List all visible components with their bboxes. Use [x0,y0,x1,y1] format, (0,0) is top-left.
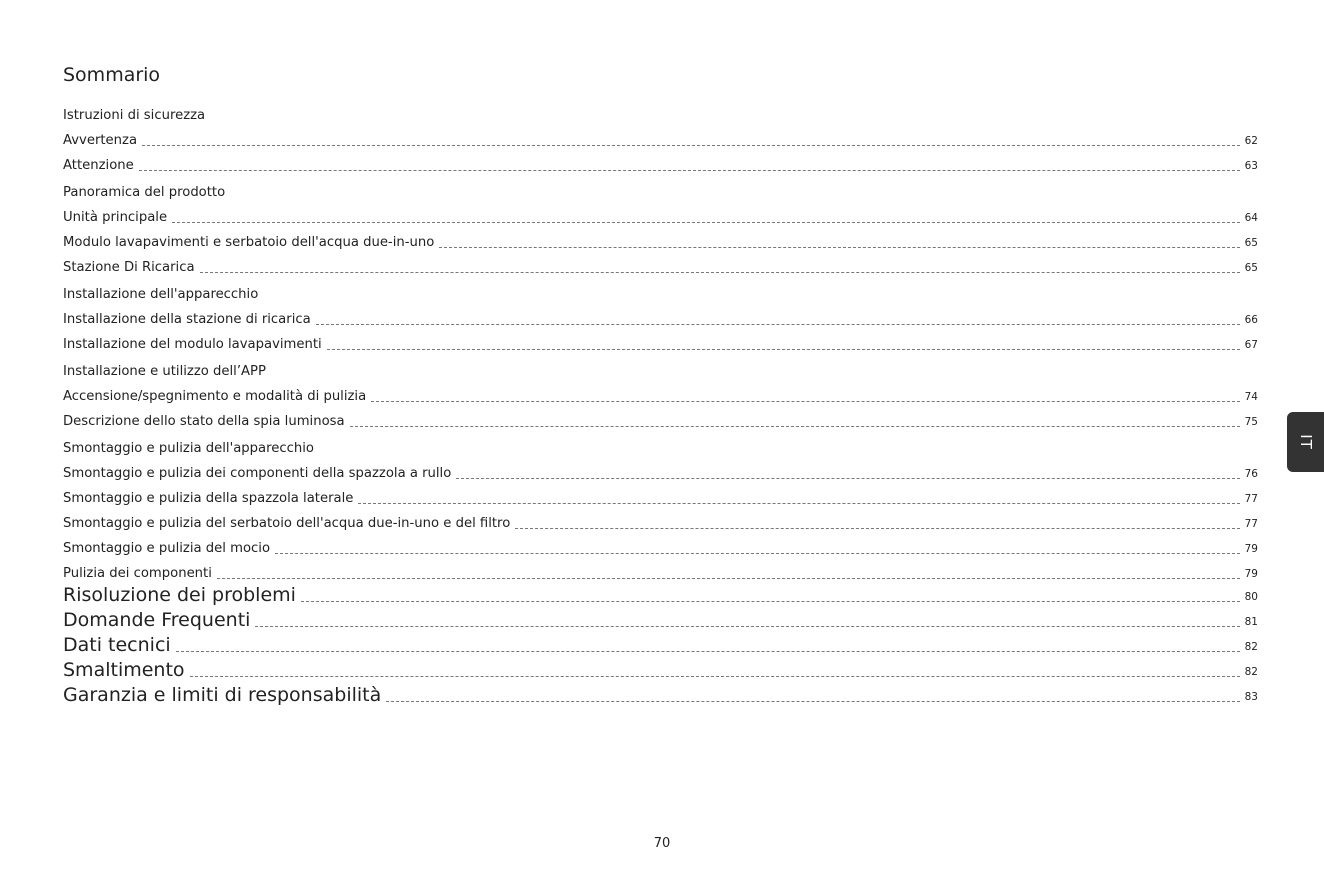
dot-leader [316,324,1240,325]
dot-leader [327,349,1240,350]
toc-entry-page: 66 [1244,314,1258,326]
toc-entry-label: Unità principale [63,210,168,225]
toc-entry-page: 79 [1244,568,1258,580]
toc-entry-page: 64 [1244,212,1258,224]
language-tab [1287,412,1324,472]
dot-leader [172,222,1240,223]
dot-leader [142,145,1240,146]
dot-leader [350,426,1240,427]
toc-entry-label: Istruzioni di sicurezza [63,108,206,123]
dot-leader [190,676,1240,677]
toc-entry-label: Modulo lavapavimenti e serbatoio dell'acqua due-in-uno [63,235,435,250]
toc-entry-page: 77 [1244,493,1258,505]
dot-leader [139,170,1240,171]
toc-section-entry[interactable] [63,608,1258,633]
toc-entry-label: Smontaggio e pulizia dell'apparecchio [63,441,314,456]
dot-leader [456,478,1240,479]
toc-entry-label: Installazione del modulo lavapavimenti [63,337,322,352]
toc-entry[interactable] [63,150,1258,175]
toc-section-entry[interactable] [63,658,1258,683]
toc-entry-label: Descrizione dello stato della spia luminosa [63,414,345,429]
dot-leader [275,553,1240,554]
toc-entry-page: 77 [1244,518,1258,530]
toc-entry-label: Installazione della stazione di ricarica [63,312,311,327]
toc-entry-page: 79 [1244,543,1258,555]
toc-entry[interactable] [63,458,1258,483]
toc-section-entry[interactable] [63,583,1258,608]
dot-leader [371,401,1240,402]
language-tab-label: IT [1296,434,1315,450]
toc-entry-page: 83 [1244,691,1258,703]
toc-entry-label: Pulizia dei componenti [63,566,212,581]
toc-entry[interactable] [63,329,1258,354]
dot-leader [439,247,1240,248]
toc-entry-page: 81 [1244,616,1258,628]
toc-heading [63,175,1258,202]
toc-entry-page: 74 [1244,391,1258,403]
dot-leader [358,503,1240,504]
toc-entry[interactable] [63,406,1258,431]
toc-entry-page: 65 [1244,262,1258,274]
toc-entry[interactable] [63,227,1258,252]
page-title: Sommario [63,64,161,86]
toc-heading [63,431,1258,458]
dot-leader [200,272,1240,273]
toc-heading [63,98,1258,125]
toc-entry-label: Attenzione [63,158,134,173]
toc-entry-label: Stazione Di Ricarica [63,260,195,275]
toc-entry-label: Smontaggio e pulizia del serbatoio dell'acqua due-in-uno e del filtro [63,516,511,531]
dot-leader [176,651,1240,652]
toc-entry-label: Smontaggio e pulizia della spazzola laterale [63,491,354,506]
toc-entry-label: Panoramica del prodotto [63,185,226,200]
toc-entry-label: Smontaggio e pulizia dei componenti della spazzola a rullo [63,466,452,481]
toc-entry[interactable] [63,125,1258,150]
toc-entry-page: 80 [1244,591,1258,603]
toc-heading [63,277,1258,304]
toc-entry-label: Accensione/spegnimento e modalità di pulizia [63,389,367,404]
toc-entry-label: Risoluzione dei problemi [63,584,296,606]
toc-entry-label: Garanzia e limiti di responsabilità [63,684,382,706]
toc-entry-label: Smontaggio e pulizia del mocio [63,541,271,556]
dot-leader [217,578,1240,579]
toc-entry-page: 82 [1244,666,1258,678]
toc-entry[interactable] [63,202,1258,227]
table-of-contents [63,98,1258,708]
toc-entry[interactable] [63,483,1258,508]
toc-entry[interactable] [63,381,1258,406]
dot-leader [301,601,1240,602]
toc-entry-label: Installazione dell'apparecchio [63,287,259,302]
toc-section-entry[interactable] [63,633,1258,658]
toc-entry-label: Domande Frequenti [63,609,251,631]
toc-entry-page: 65 [1244,237,1258,249]
dot-leader [386,701,1240,702]
toc-entry[interactable] [63,252,1258,277]
toc-entry[interactable] [63,304,1258,329]
toc-heading [63,354,1258,381]
toc-entry-page: 82 [1244,641,1258,653]
toc-entry-page: 62 [1244,135,1258,147]
page-number: 70 [653,836,671,851]
toc-entry-label: Smaltimento [63,659,185,681]
toc-entry-label: Avvertenza [63,133,138,148]
toc-entry[interactable] [63,508,1258,533]
toc-entry-page: 63 [1244,160,1258,172]
toc-entry[interactable] [63,533,1258,558]
toc-entry-page: 67 [1244,339,1258,351]
toc-entry-label: Installazione e utilizzo dell’APP [63,364,266,379]
dot-leader [515,528,1240,529]
dot-leader [255,626,1240,627]
toc-entry-page: 76 [1244,468,1258,480]
toc-section-entry[interactable] [63,683,1258,708]
toc-entry[interactable] [63,558,1258,583]
toc-entry-label: Dati tecnici [63,634,171,656]
toc-entry-page: 75 [1244,416,1258,428]
